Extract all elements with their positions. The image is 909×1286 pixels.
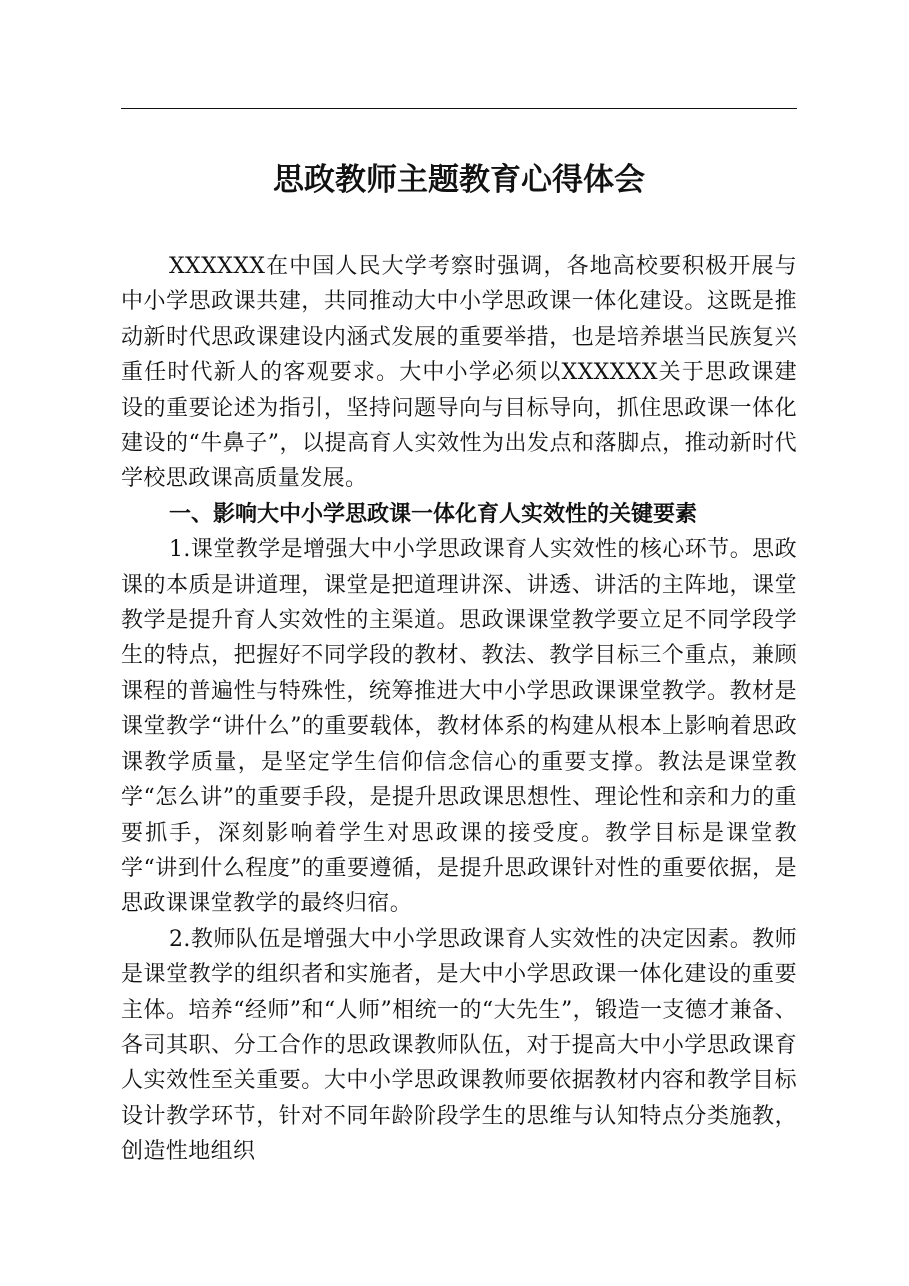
document-body [121,249,797,1170]
paragraph-classroom-teaching: 1.课堂教学是增强大中小学思政课育人实效性的核心环节。思政课的本质是讲道理，课堂是把道理讲深、讲透、讲活的主阵地，课堂教学是提升育人实效性的主渠道。思政课课堂教学要立足不同学段学生的特点，把握好不同学段的教材、教法、教学目标三个重点，兼顾课程的普遍性与特殊性，统筹推进大中小学思政课课堂教学。教材是课堂教学“讲什么”的重要载体，教材体系的构建从根本上影响着思政课教学质量，是坚定学生信仰信念信心的重要支撑。教法是课堂教学“怎么讲”的重要手段，是提升思政课思想性、理论性和亲和力的重要抓手，深刻影响着学生对思政课的接受度。教学目标是课堂教学“讲到什么程度”的重要遵循，是提升思政课针对性的重要依据，是思政课课堂教学的最终归宿。 [121,537,797,917]
section-heading-1: 一、影响大中小学思政课一体化育人实效性的关键要素 [169,501,698,527]
document-title: 思政教师主题教育心得体会 [273,162,645,198]
header-rule [121,108,797,109]
paragraph-teacher-team: 2.教师队伍是增强大中小学思政课育人实效性的决定因素。教师是课堂教学的组织者和实施者，是大中小学思政课一体化建设的重要主体。培养“经师”和“人师”相统一的“大先生”，锻造一支德才兼备、各司其职、分工合作的思政课教师队伍，对于提高大中小学思政课育人实效性至关重要。大中小学思政课教师要依据教材内容和教学目标设计教学环节，针对不同年龄阶段学生的思维与认知特点分类施教，创造性地组织 [121,926,797,1165]
paragraph-intro: XXXXXX在中国人民大学考察时强调，各地高校要积极开展与中小学思政课共建，共同推动大中小学思政课一体化建设。这既是推动新时代思政课建设内涵式发展的重要举措，也是培养堪当民族复兴重任时代新人的客观要求。大中小学必须以XXXXXX关于思政课建设的重要论述为指引，坚持问题导向与目标导向，抓住思政课一体化建设的“牛鼻子”，以提高育人实效性为出发点和落脚点，推动新时代学校思政课高质量发展。 [121,254,797,492]
